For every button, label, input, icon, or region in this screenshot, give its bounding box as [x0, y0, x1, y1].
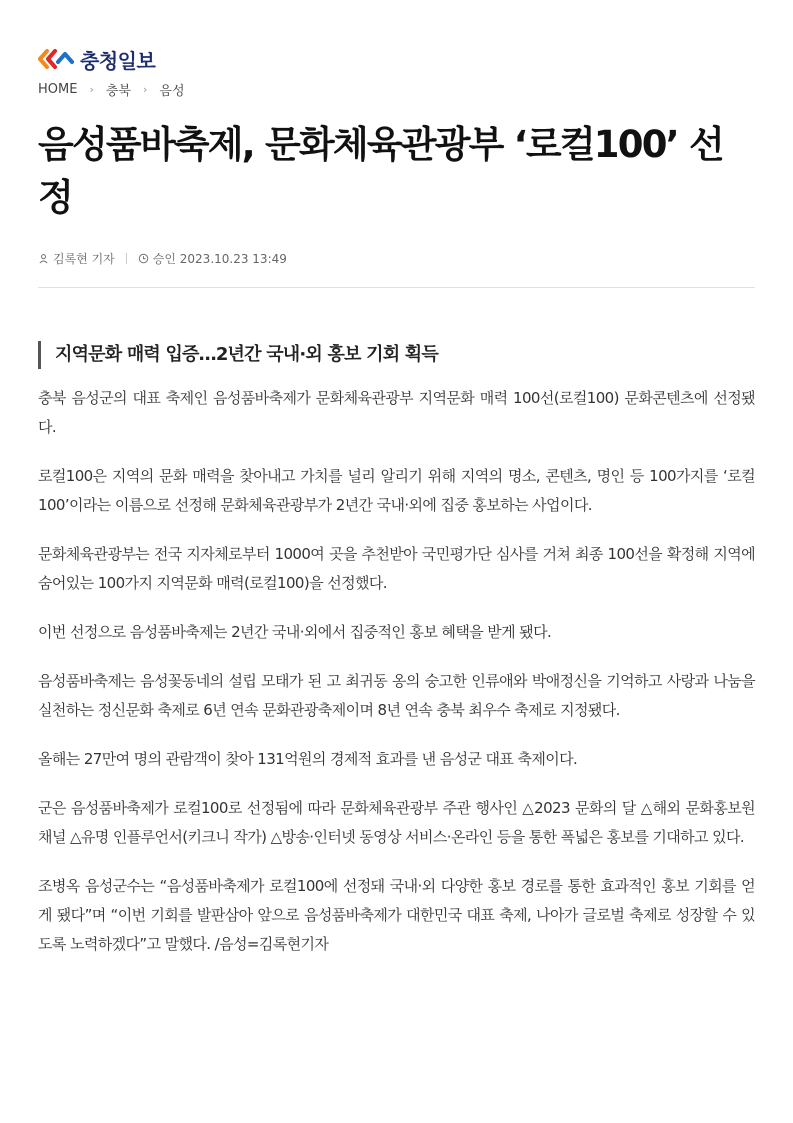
article-subtitle: 지역문화 매력 입증…2년간 국내·외 홍보 기회 획득 [38, 341, 438, 369]
breadcrumb-home[interactable]: HOME [38, 82, 78, 97]
article-paragraph: 문화체육관광부는 전국 지자체로부터 1000여 곳을 추천받아 국민평가단 심사를 거쳐 최종 100선을 확정해 지역에 숨어있는 100가지 지역문화 매력(로컬100)을 선정했다. [38, 545, 755, 592]
published-time: 승인 2023.10.23 13:49 [152, 252, 287, 266]
chungcheong-logo-icon [38, 46, 74, 72]
article-paragraph: 군은 음성품바축제가 로컬100로 선정됨에 따라 문화체육관광부 주관 행사인 △2023 문화의 달 △해외 문화홍보원 채널 △유명 인플루언서(키크니 작가) △방송·인터넷 동영상 서비스·온라인 등을 통한 폭넓은 홍보를 기대하고 있다. [38, 799, 755, 846]
article-paragraph: 조병옥 음성군수는 “음성품바축제가 로컬100에 선정돼 국내·외 다양한 홍보 경로를 통한 효과적인 홍보 기회를 얻게 됐다”며 “이번 기회를 발판삼아 앞으로 음성품바축제가 대한민국 대표 축제, 나아가 글로벌 축제로 성장할 수 있도록 노력하겠다”고 말했다. /음성=김록현기자 [38, 877, 755, 953]
article-paragraph: 음성품바축제는 음성꽃동네의 설립 모태가 된 고 최귀동 옹의 숭고한 인류애와 박애정신을 기억하고 사랑과 나눔을 실천하는 정신문화 축제로 6년 연속 문화관광축제이며 8년 연속 충북 최우수 축제로 지정됐다. [38, 672, 755, 719]
author-name[interactable]: 김록현 기자 [53, 252, 115, 266]
site-name: 충청일보 [80, 48, 156, 73]
clock-icon [138, 253, 149, 264]
meta-divider [126, 253, 127, 264]
article-body [38, 384, 755, 979]
chevron-right-icon: › [142, 83, 148, 96]
site-logo[interactable] [38, 44, 155, 74]
article-meta [38, 250, 287, 267]
breadcrumb-region[interactable]: 충북 [105, 84, 131, 99]
chevron-right-icon: › [89, 83, 94, 96]
person-icon [38, 253, 49, 264]
breadcrumb-county[interactable]: 음성 [159, 84, 185, 99]
article-title: 음성품바축제, 문화체육관광부 ‘로컬100’ 선정 [38, 123, 723, 219]
header-divider [38, 287, 755, 288]
breadcrumb [38, 80, 185, 99]
article-paragraph: 충북 음성군의 대표 축제인 음성품바축제가 문화체육관광부 지역문화 매력 100선(로컬100) 문화콘텐츠에 선정됐다. [38, 389, 755, 436]
article-paragraph: 로컬100은 지역의 문화 매력을 찾아내고 가치를 널리 알리기 위해 지역의 명소, 콘텐츠, 명인 등 100가지를 ‘로컬100’이라는 이름으로 선정해 문화체육관광부가 2년간 국내·외에 집중 홍보하는 사업이다. [38, 467, 755, 514]
article-paragraph: 이번 선정으로 음성품바축제는 2년간 국내·외에서 집중적인 홍보 혜택을 받게 됐다. [38, 623, 552, 641]
article-paragraph: 올해는 27만여 명의 관람객이 찾아 131억원의 경제적 효과를 낸 음성군 대표 축제이다. [38, 750, 578, 768]
